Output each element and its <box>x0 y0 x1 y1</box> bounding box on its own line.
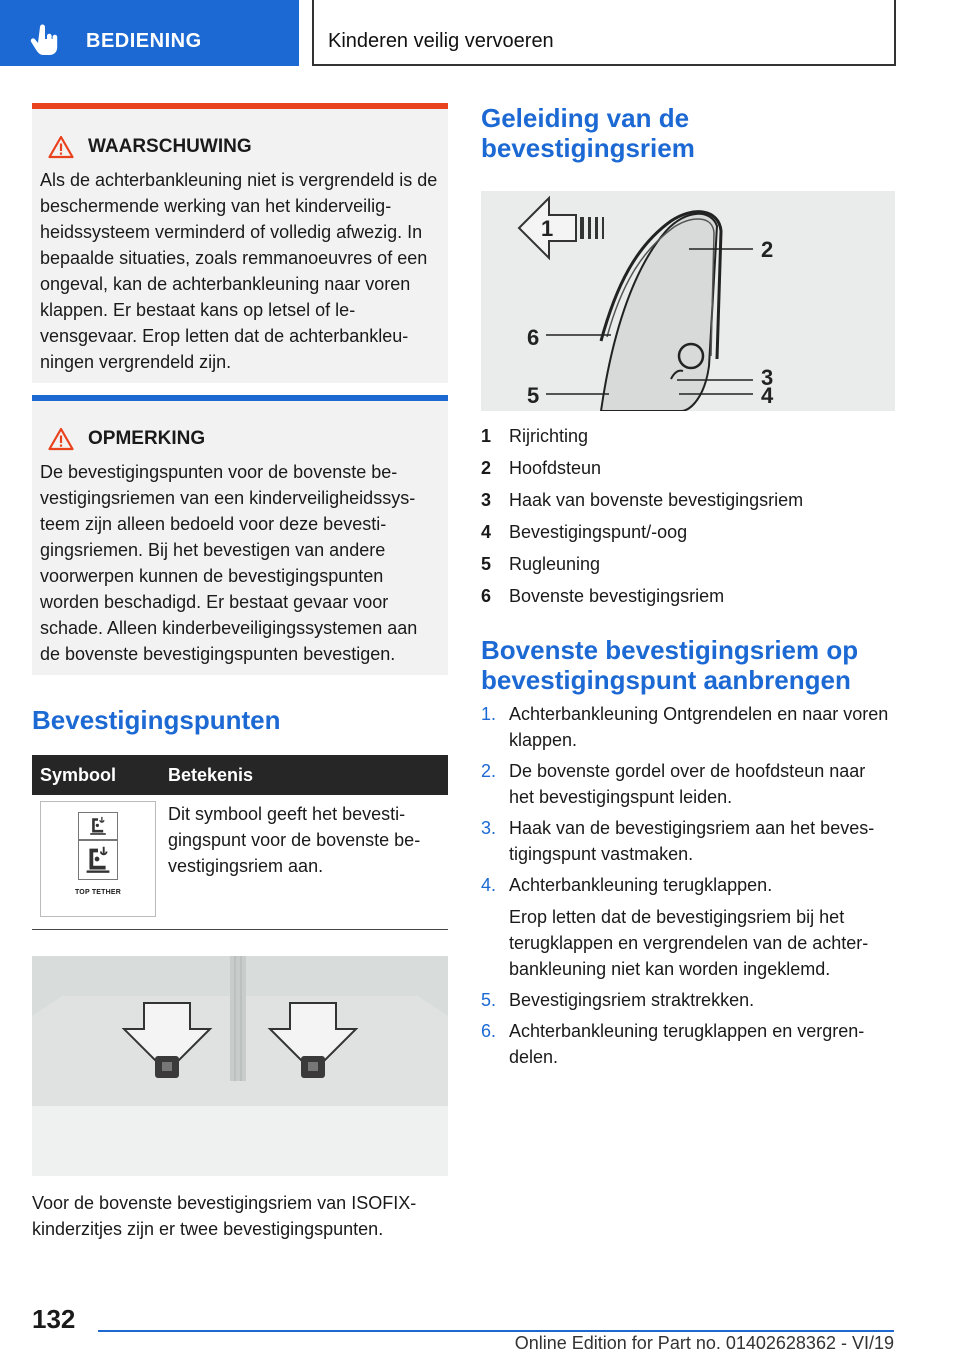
footer-divider <box>98 1330 894 1332</box>
step-number: 3. <box>481 818 497 838</box>
step-text: Achterbankleuning terugklappen. <box>509 875 773 895</box>
warning-triangle-icon <box>48 135 74 159</box>
warning-header <box>48 135 438 159</box>
table-header-row <box>32 755 448 795</box>
note-box <box>32 395 448 675</box>
symbol-frame <box>40 801 156 917</box>
guide-heading: Geleiding van de bevestigingsriem <box>481 103 695 163</box>
tether-routing-figure <box>481 191 895 411</box>
legend-number: 1 <box>481 426 492 446</box>
top-tether-symbol <box>75 840 121 906</box>
page-title-tab <box>312 0 896 66</box>
legend-number: 4 <box>481 522 492 542</box>
list-item <box>481 423 895 455</box>
legend-number: 6 <box>481 586 492 606</box>
table-row <box>32 795 448 930</box>
list-item <box>481 455 895 487</box>
list-item <box>481 519 895 551</box>
list-item <box>481 487 895 519</box>
top-tether-icon <box>78 840 118 880</box>
legend-number: 5 <box>481 554 492 574</box>
note-triangle-icon <box>48 427 74 451</box>
page-number: 132 <box>32 1304 76 1334</box>
page-title: Kinderen veilig vervoeren <box>328 30 554 52</box>
step-number: 4. <box>481 875 497 895</box>
hand-pointer-icon <box>28 24 62 58</box>
step-number: 5. <box>481 990 497 1010</box>
warning-title: WAARSCHUWING <box>88 136 252 157</box>
step-item <box>481 815 895 867</box>
symbol-cell <box>32 795 160 930</box>
col-header-meaning: Betekenis <box>160 755 448 795</box>
list-item <box>481 583 895 615</box>
legend-text: Haak van bovenste bevestigingsriem <box>509 490 804 510</box>
step-text: Achterbankleuning terugklappen en vergrendelen. <box>509 1021 865 1067</box>
right-column <box>481 103 895 1075</box>
step-note: Erop letten dat de bevestigingsriem bij het terugklappen en vergrendelen van de achterbankleuning niet kan worden ingeklemd. <box>509 907 869 979</box>
step-number: 1. <box>481 704 497 724</box>
warning-box <box>32 103 448 383</box>
warning-text: Als de achterbankleuning niet is vergrendeld is de beschermende werking van het kinderveiligheidssysteem verminderd of volledig afwezig. In bepaalde situaties, zoals remmanoeuvres of een ongeval, kan de achterbankleuning naar voren klappen. Er bestaat kans op letsel of levensgevaar. Erop letten dat de achterbankleuningen vergrendeld zijn. <box>40 170 438 372</box>
figure-label-3: 3 <box>761 365 774 390</box>
step-item <box>481 1018 895 1070</box>
legend-text: Rugleuning <box>509 554 601 574</box>
edition-text: Online Edition for Part no. 01402628362 - VI/19 <box>514 1333 894 1353</box>
attach-heading: Bovenste bevestigingsriem op bevestigingspunt aanbrengen <box>481 635 859 695</box>
anchor-points-photo <box>32 956 448 1176</box>
legend-text: Hoofdsteun <box>509 458 602 478</box>
step-item <box>481 987 895 1013</box>
step-text: De bovenste gordel over de hoofdsteun naar het bevestigingspunt leiden. <box>509 761 866 807</box>
step-text: Achterbankleuning Ontgrendelen en naar voren klappen. <box>509 704 889 750</box>
step-text: Bevestigingsriem straktrekken. <box>509 990 755 1010</box>
step-item <box>481 701 895 753</box>
step-text: Haak van de bevestigingsriem aan het bevestigingspunt vastmaken. <box>509 818 875 864</box>
top-tether-label: TOP TETHER <box>74 889 122 896</box>
figure-label-2: 2 <box>761 237 774 262</box>
note-title: OPMERKING <box>88 428 206 449</box>
step-body <box>509 872 895 982</box>
page-footer <box>0 1290 960 1353</box>
legend-text: Bevestigingspunt/-oog <box>509 522 688 542</box>
figure-label-1: 1 <box>541 216 554 241</box>
col-header-symbol: Symbool <box>32 755 160 795</box>
figure-label-5: 5 <box>527 383 540 408</box>
attach-steps <box>481 701 895 1070</box>
note-text: De bevestigingspunten voor de bovenste bevestigingsriemen van een kinderveiligheidssysteem zijn alleen bedoeld voor deze bevestigingsriemen. Bij het bevestigen van andere voorwerpen kunnen de bevestigingspunten worden beschadigd. Er bestaat gevaar voor schade. Alleen kinderbeveiligingssystemen aan de bovenste bevestigingspunten bevestigen. <box>40 462 418 664</box>
legend-text: Bovenste bevestigingsriem <box>509 586 725 606</box>
list-item <box>481 551 895 583</box>
step-item <box>481 758 895 810</box>
legend-text: Rijrichting <box>509 426 589 446</box>
section-tab-label: BEDIENING <box>86 30 202 52</box>
legend-number: 2 <box>481 458 492 478</box>
section-tab[interactable] <box>0 0 299 66</box>
step-number: 2. <box>481 761 497 781</box>
page-header <box>0 0 960 66</box>
photo-caption: Voor de bovenste bevestigingsriem van ISOFIX-kinderzitjes zijn er twee bevestigingspunten. <box>32 1193 417 1239</box>
anchors-heading: Bevestigingspunten <box>32 705 281 735</box>
left-column <box>32 103 448 1242</box>
figure-label-4: 4 <box>761 383 774 408</box>
note-header <box>48 427 438 451</box>
figure-legend <box>481 423 895 615</box>
child-seat-anchor-icon <box>78 812 118 840</box>
step-number: 6. <box>481 1021 497 1041</box>
meaning-cell: Dit symbool geeft het bevestigingspunt voor de bovenste bevestigingsriem aan. <box>160 795 448 930</box>
symbol-table <box>32 755 448 930</box>
legend-number: 3 <box>481 490 492 510</box>
step-item <box>481 872 895 982</box>
figure-label-6: 6 <box>527 325 540 350</box>
